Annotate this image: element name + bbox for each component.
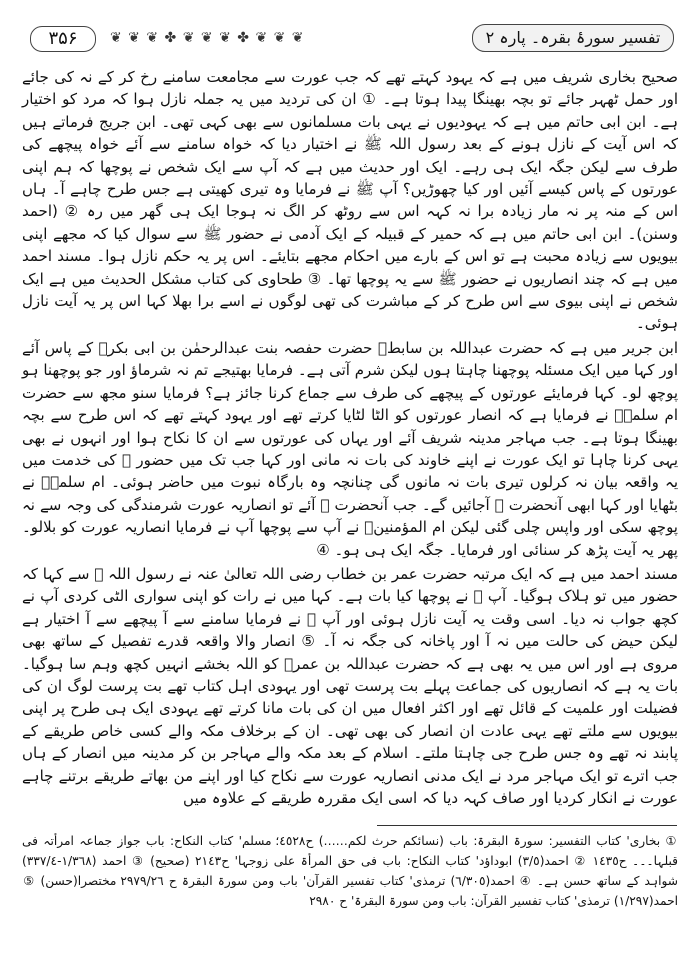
footnotes: [22, 831, 678, 911]
paragraph-3: مسند احمد میں ہے کہ ایک مرتبہ حضرت عمر بن خطاب رضی اللہ تعالیٰ عنہ نے رسول اللہ ﷺ سے کہا کہ حضور میں تو ہلاک ہوگیا۔ آپ ﷺ نے پوچھا کیا بات ہے۔ کہا میں نے رات کو اپنی سواری الٹی کردی آپ نے کچھ جواب نہ دیا۔ اسی وقت یہ آیت نازل ہوئی اور آپ ﷺ نے فرمایا سامنے سے آ پیچھے سے آ اختیار ہے لیکن حیض کی حالت میں نہ آ اور پاخانہ کی جگہ نہ آ۔ ⑤ انصار والا واقعہ قدرے تفصیل کے ساتھ بھی مروی ہے اور اس میں یہ بھی ہے کہ حضرت عبداللہ بن عمرؓ کو اللہ بخشے انہیں کچھ وہم سا ہوگیا۔ بات یہ ہے کہ انصاریوں کی جماعت پہلے بت پرست تھی اور یہودی اہل کتاب تھے بت پرست لوگ ان کی فضیلت اور علمیت کے قائل تھے اور اکثر افعال میں ان کی بات مانا کرتے تھے یہودی ایک ہی طرح پر اپنی بیویوں سے ملتے تھے یہی عادت ان انصار کی بھی تھی۔ ان کے برخلاف مکہ والے کسی خاص طریقے کے پابند نہ تھے وہ جس طرح جی چاہتا ملتے۔ اسلام کے بعد مکہ والے مہاجر بن کر مدینہ میں انصار کے ہاں جب اترے تو ایک مہاجر مرد نے ایک مدنی انصاریہ عورت سے نکاح کیا اور اپنے من بھاتے طریقے برتنے چاہے عورت نے انکار کردیا اور صاف کہہ دیا کہ اسی ایک مقررہ طریقے کے علاوہ میں: [22, 564, 678, 807]
header-ornament: ❦ ❦ ❦ ✤ ❦ ❦ ❦ ✤ ❦ ❦ ❦: [110, 30, 305, 46]
paragraph-2: ابن جریر میں ہے کہ حضرت عبداللہ بن سابطؒ حضرت حفصہ بنت عبدالرحمٰن بن ابی بکرؓ کے پاس آئے اور کہا میں ایک مسئلہ پوچھنا چاہتا ہوں لیکن شرم آتی ہے۔ فرمایا بھتیجے تم نہ شرماؤ اور جو پوچھنا ہو پوچھ لو۔ کہا فرمایئے عورتوں کے پیچھے کی طرف سے جماع کرنا جائز ہے؟ فرمایا سنو مجھ سے حضرت ام سلمہؓ نے فرمایا ہے کہ انصار عورتوں کو الٹا لٹایا کرتے تھے اور یہود کہتے تھے کہ اس طرح سے بچہ بھینگا ہوتا ہے۔ جب مہاجر مدینہ شریف آئے اور یہاں کی عورتوں سے ان کا نکاح ہوا اور انہوں نے بھی یہی کرنا چاہا تو ایک عورت نے اپنے خاوند کی بات نہ مانی اور کہا جب تک میں حضور ﷺ کی خدمت میں یہ واقعہ بیان نہ کرلوں تیری بات نہ مانوں گی چنانچہ وہ بارگاہ نبوت میں حاضر ہوئی۔ ام سلمہؓ نے بٹھایا اور کہا ابھی آنحضرت ﷺ آجائیں گے۔ جب آنحضرت ﷺ آئے تو انصاریہ عورت شرمندگی کی وجہ سے نہ پوچھ سکی اور واپس چلی گئی لیکن ام المؤمنینؓ نے آپ سے پوچھا آپ نے فرمایا انصاریہ عورت کو بلالو۔ پھر یہ آیت پڑھ کر سنائی اور فرمایا۔ جگہ ایک ہی ہو۔ ④: [22, 338, 678, 559]
running-title: تفسیر سورۂ بقرہ۔ پارہ ۲: [472, 24, 674, 52]
page-number: ۳۵۶: [30, 26, 96, 52]
footnote-list: ① بخاری' کتاب التفسیر: سورۃ البقرۃ: باب (نسائکم حرث لکم……) ح٤٥٢٨؛ مسلم' کتاب النکاح: باب جواز جماعہ امرأتہ فی قبلہا۔۔۔ ح١٤٣٥ ② احمد(٣/٥) ابوداؤد' کتاب النکاح: باب فی حق المرأۃ علی زوجہا' ح٢١٤٣ (صحیح) ③ احمد (١/٣٦٨-٣٣٧/٤) شواہد کے ساتھ حسن ہے۔ ④ احمد(٦/٣٠٥) ترمذی' کتاب تفسیر القرآن' باب ومن سورۃ البقرۃ ح ٢٩٧٩/٢٦ مختصرا(حسن) ⑤ احمد(١/٢٩٧) ترمذی' کتاب تفسیر القرآن: باب ومن سورۃ البقرۃ' ح ٢٩٨٠: [22, 834, 678, 908]
paragraph-1: صحیح بخاری شریف میں ہے کہ یہود کہتے تھے کہ جب عورت سے مجامعت سامنے رخ کر کے نہ کی جائے اور حمل ٹھہر جائے تو بچہ بھینگا پیدا ہوتا ہے۔ ① ان کی تردید میں یہ جملہ نازل ہوا کہ مرد کو اختیار ہے۔ ابن ابی حاتم میں ہے کہ یہودیوں نے یہی بات مسلمانوں سے بھی کہی تھی۔ ابن جریج فرماتے ہیں کہ اس آیت کے نازل ہونے کے بعد رسول اللہ ﷺ نے اختیار دیا کہ خواہ سامنے سے آئے خواہ پیچھے کی طرف سے لیکن جگہ ایک ہی رہے۔ ایک اور حدیث میں ہے کہ آپ سے ایک شخص نے پوچھا کہ ہم اپنی عورتوں کے پاس کیسے آئیں اور کیا چھوڑیں؟ آپ ﷺ نے فرمایا وہ تیری کھیتی ہے جس طرح چاہے آ۔ ہاں اس کے منہ پر نہ مار زیادہ برا نہ کہہ اس سے روٹھ کر الگ نہ ہوجا ایک ہی گھر میں رہ ② (احمد وسنن)۔ ابن ابی حاتم میں ہے کہ حمیر کے قبیلہ کے ایک آدمی نے حضور ﷺ سے سوال کیا کہ مجھے اپنی بیویوں سے زیادہ محبت ہے تو اس کے بارے میں احکام مجھے بتایئے۔ اس پر یہ حکم نازل ہوا۔ مسند احمد میں ہے کہ چند انصاریوں نے حضور ﷺ سے یہ پوچھا تھا۔ ③ طحاوی کی کتاب مشکل الحدیث میں ہے ایک شخص نے اپنی بیوی سے اس طرح کر کے مباشرت کی تھی لوگوں نے اسے برا بھلا کہا اس پر یہ آیت نازل ہوئی۔: [22, 68, 678, 333]
page-header: [22, 22, 678, 54]
footnote-divider: [377, 825, 677, 826]
main-text: [22, 66, 678, 810]
